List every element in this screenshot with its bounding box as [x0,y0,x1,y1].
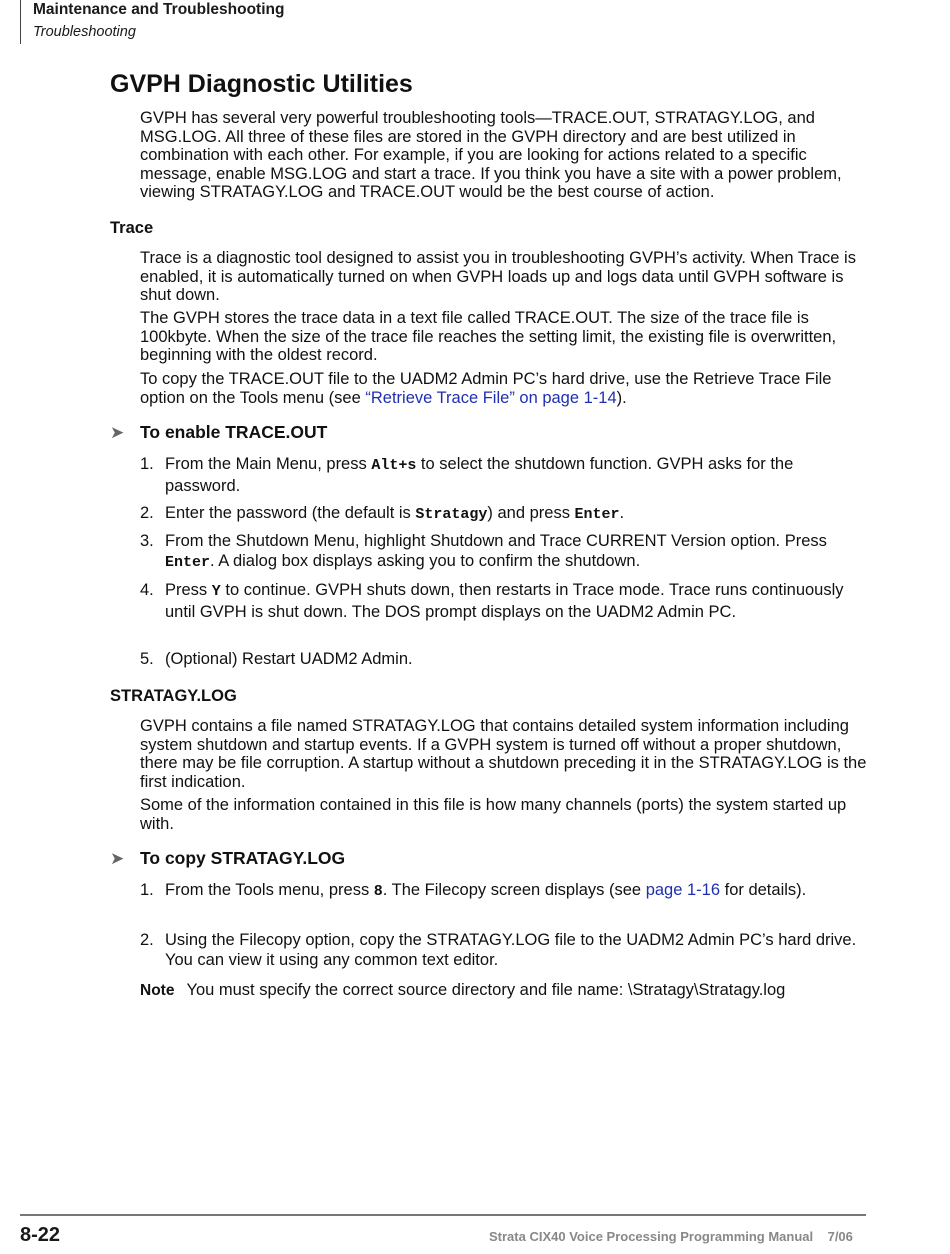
copy-step-2 [140,930,868,970]
key-y: Y [211,583,221,600]
step-text-part: . A dialog box displays asking you to confirm the shutdown. [210,552,641,570]
step-text-part: From the Tools menu, press [165,881,374,899]
step-number: 2. [140,504,154,522]
step-text-part: ) and press [487,504,575,522]
step-number: 3. [140,532,154,550]
trace-p3-start: To copy the TRACE.OUT file to the UADM2 Admin PC’s hard drive, use the Retrieve Trace File option on the Tools menu (see [140,370,832,407]
step-number: 1. [140,881,154,899]
enable-step-3 [140,531,868,573]
step-text-part: . [619,504,625,522]
step-text [165,880,868,902]
page-number: 8-22 [20,1224,61,1246]
step-text [165,454,868,496]
header-subtitle: Troubleshooting [33,24,136,40]
note-text: You must specify the correct source directory and file name: \Stratagy\Stratagy.log [186,981,786,999]
step-number: 2. [140,931,154,949]
enable-step-4 [140,580,868,622]
step-text: (Optional) Restart UADM2 Admin. [165,650,413,668]
step-text-part: . The Filecopy screen displays (see [382,881,646,899]
step-number: 4. [140,581,154,599]
header-title: Maintenance and Troubleshooting [33,1,285,18]
step-number: 5. [140,650,154,668]
step-text [165,580,868,622]
enable-step-1 [140,454,868,496]
copy-log-heading [110,848,345,869]
copy-step-1 [140,880,868,902]
step-text-part: From the Main Menu, press [165,455,372,473]
footer-rule [20,1214,866,1216]
step-text-part: to continue. GVPH shuts down, then restarts in Trace mode. Trace runs continuously until GVPH is shut down. The DOS prompt displays on the UADM2 Admin PC. [165,581,844,621]
note [140,981,880,1001]
key-enter: Enter [165,554,211,571]
key-stratagy: Stratagy [415,506,488,523]
enable-trace-heading-text: To enable TRACE.OUT [140,422,328,442]
step-text-part: Enter the password (the default is [165,504,416,522]
trace-paragraph-1: Trace is a diagnostic tool designed to assist you in troubleshooting GVPH’s activity. When Trace is enabled, it is automatically turned on when GVPH loads up and logs data until GVPH software is shut down. [140,249,856,304]
footer-text: Strata CIX40 Voice Processing Programming Manual 7/06 [489,1229,853,1244]
trace-paragraph-3 [140,370,868,407]
procedure-arrow-icon: ➤ [110,849,125,868]
key-8: 8 [373,883,383,900]
step-text-part: for details). [720,881,807,899]
stratagy-log-paragraph-1: GVPH contains a file named STRATAGY.LOG that contains detailed system information including system shutdown and startup events. If a GVPH system is turned off without a proper shutdown, there may be file corruption. A startup without a shutdown preceding it in the STRATAGY.LOG is the first indication. [140,717,867,791]
key-enter: Enter [574,506,620,523]
enable-trace-heading [110,422,327,443]
step-text-part: From the Shutdown Menu, highlight Shutdown and Trace CURRENT Version option. Press [165,532,827,550]
header-rule [20,0,21,44]
stratagy-log-heading: STRATAGY.LOG [110,687,237,705]
step-text [165,531,868,573]
key-alt-s: Alt+s [371,457,417,474]
retrieve-trace-link[interactable]: “Retrieve Trace File” on page 1-14 [365,388,617,407]
stratagy-log-paragraph-2: Some of the information contained in this file is how many channels (ports) the system started up with. [140,796,847,833]
step-text [165,503,868,525]
step-text: Using the Filecopy option, copy the STRATAGY.LOG file to the UADM2 Admin PC’s hard drive. You can view it using any common text editor. [165,931,857,969]
trace-p3-end: ). [616,388,627,407]
intro-paragraph: GVPH has several very powerful troubleshooting tools—TRACE.OUT, STRATAGY.LOG, and MSG.LOG. All three of these files are stored in the GVPH directory and are best utilized in combination with each other. For example, if you are looking for actions related to a specific message, enable MSG.LOG and start a trace. If you think you have a site with a power problem, viewing STRATAGY.LOG and TRACE.OUT would be the best course of action. [140,109,842,201]
trace-paragraph-2: The GVPH stores the trace data in a text file called TRACE.OUT. The size of the trace file is 100kbyte. When the size of the trace file reaches the setting limit, the existing file is overwritten, beginning with the oldest record. [140,309,837,364]
page-title: GVPH Diagnostic Utilities [110,70,413,98]
step-text-part: Press [165,581,212,599]
step-number: 1. [140,455,154,473]
procedure-arrow-icon: ➤ [110,423,125,442]
enable-step-2 [140,503,868,525]
page-1-16-link[interactable]: page 1-16 [645,881,721,899]
copy-log-heading-text: To copy STRATAGY.LOG [140,848,346,868]
note-label: Note [140,982,175,999]
enable-step-5 [140,649,868,669]
trace-heading: Trace [110,219,154,237]
step-text-part: to select the shutdown function. GVPH asks for the password. [165,455,794,495]
